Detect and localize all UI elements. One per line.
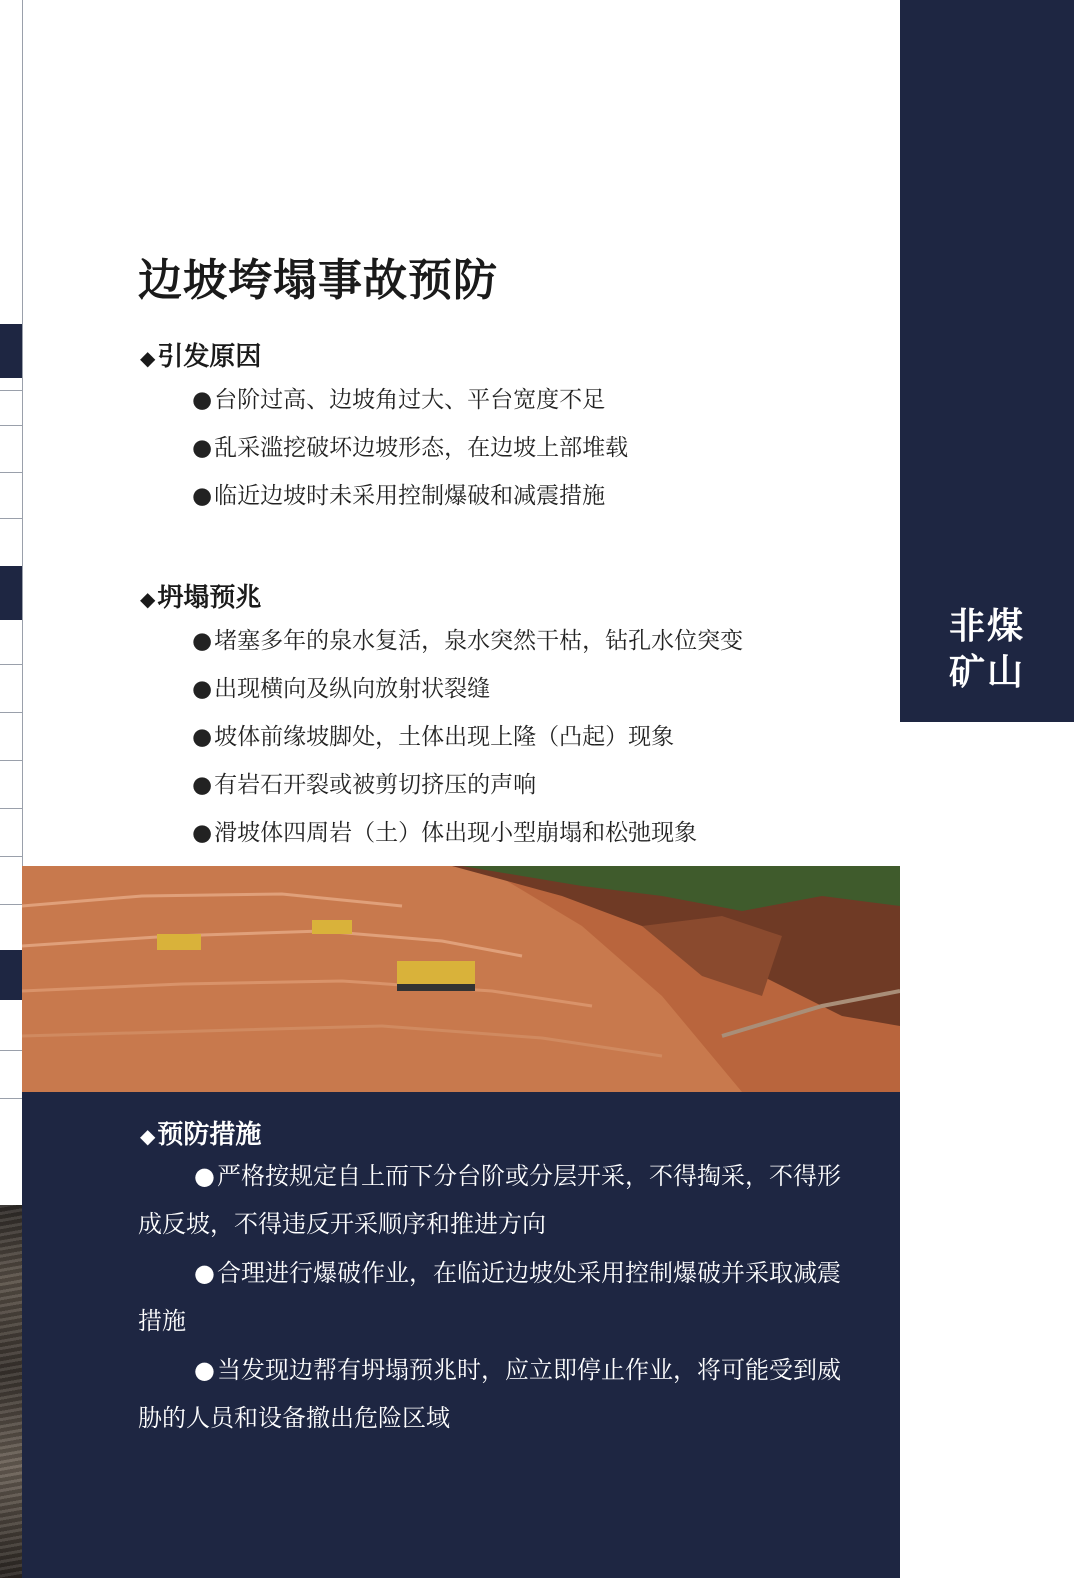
list-item-text: 乱采滥挖破坏边坡形态，在边坡上部堆载 [214,435,629,461]
list-item-text: 有岩石开裂或被剪切挤压的声响 [214,772,537,798]
measure-paragraph [138,1249,860,1345]
measure-paragraph [138,1346,860,1442]
left-edge-strip [0,0,22,1578]
diamond-bullet-icon: ◆ [140,587,156,611]
left-rule [0,425,22,426]
left-tab [0,566,22,620]
list-item [192,617,743,665]
measure-paragraph [138,1152,860,1248]
dot-bullet-icon: ● [192,772,213,798]
dot-bullet-icon: ● [192,435,213,461]
section-heading-measures [140,1114,261,1151]
section-heading-text: 坍塌预兆 [157,583,262,613]
rock-texture-image [0,1205,24,1578]
section-heading-text: 引发原因 [157,342,262,372]
dot-bullet-icon: ● [192,483,213,509]
measure-text: 当发现边帮有坍塌预兆时，应立即停止作业，将可能受到威胁的人员和设备撤出危险区域 [138,1356,841,1432]
measure-text: 合理进行爆破作业，在临近边坡处采用控制爆破并采取减震措施 [138,1259,841,1335]
mine-slope-illustration [22,866,900,1092]
section-heading-signs [140,577,261,614]
left-rule [0,518,22,519]
left-rule [0,808,22,809]
dot-bullet-icon: ● [192,724,213,750]
bulldozer-icon [157,934,201,950]
category-label-line: 矿山 [948,652,1025,693]
dot-bullet-icon: ● [194,1162,215,1190]
list-item [192,665,743,713]
list-item [192,424,628,472]
left-rule [0,1098,22,1099]
section-heading-text: 预防措施 [157,1120,262,1150]
list-item [192,713,743,761]
dot-bullet-icon: ● [194,1259,215,1287]
bulldozer-icon [312,920,352,934]
dot-bullet-icon: ● [192,676,213,702]
mine-slope-photo [22,866,900,1092]
dot-bullet-icon: ● [192,387,213,413]
list-item-text: 堵塞多年的泉水复活，泉水突然干枯，钻孔水位突变 [214,628,744,654]
bulldozer-track-icon [397,984,475,991]
left-rule [0,664,22,665]
causes-list [192,376,628,520]
dot-bullet-icon: ● [194,1356,215,1384]
left-rule [0,760,22,761]
left-rule [0,390,22,391]
list-item-text: 滑坡体四周岩（土）体出现小型崩塌和松弛现象 [214,820,698,846]
category-label [900,604,1074,696]
list-item-text: 台阶过高、边坡角过大、平台宽度不足 [214,387,606,413]
page-title: 边坡垮塌事故预防 [138,255,498,306]
list-item-text: 出现横向及纵向放射状裂缝 [214,676,491,702]
category-label-line: 非煤 [948,606,1025,647]
left-rule [0,712,22,713]
left-rule [0,472,22,473]
list-item [192,472,628,520]
list-item [192,809,743,857]
category-band [900,0,1074,722]
left-tab [0,324,22,378]
list-item [192,761,743,809]
left-tab [0,950,22,1000]
left-rule [0,904,22,905]
section-heading-causes [140,336,261,373]
measure-text: 严格按规定自上而下分台阶或分层开采，不得掏采，不得形成反坡，不得违反开采顺序和推进方向 [138,1162,841,1238]
dot-bullet-icon: ● [192,820,213,846]
list-item-text: 临近边坡时未采用控制爆破和减震措施 [214,483,606,509]
dot-bullet-icon: ● [192,628,213,654]
measures-panel [22,1092,900,1578]
diamond-bullet-icon: ◆ [140,1124,156,1148]
list-item-text: 坡体前缘坡脚处，土体出现上隆（凸起）现象 [214,724,675,750]
list-item [192,376,628,424]
diamond-bullet-icon: ◆ [140,346,156,370]
bulldozer-icon [397,961,475,987]
left-rule [0,1050,22,1051]
signs-list [192,617,743,857]
left-rule [0,856,22,857]
